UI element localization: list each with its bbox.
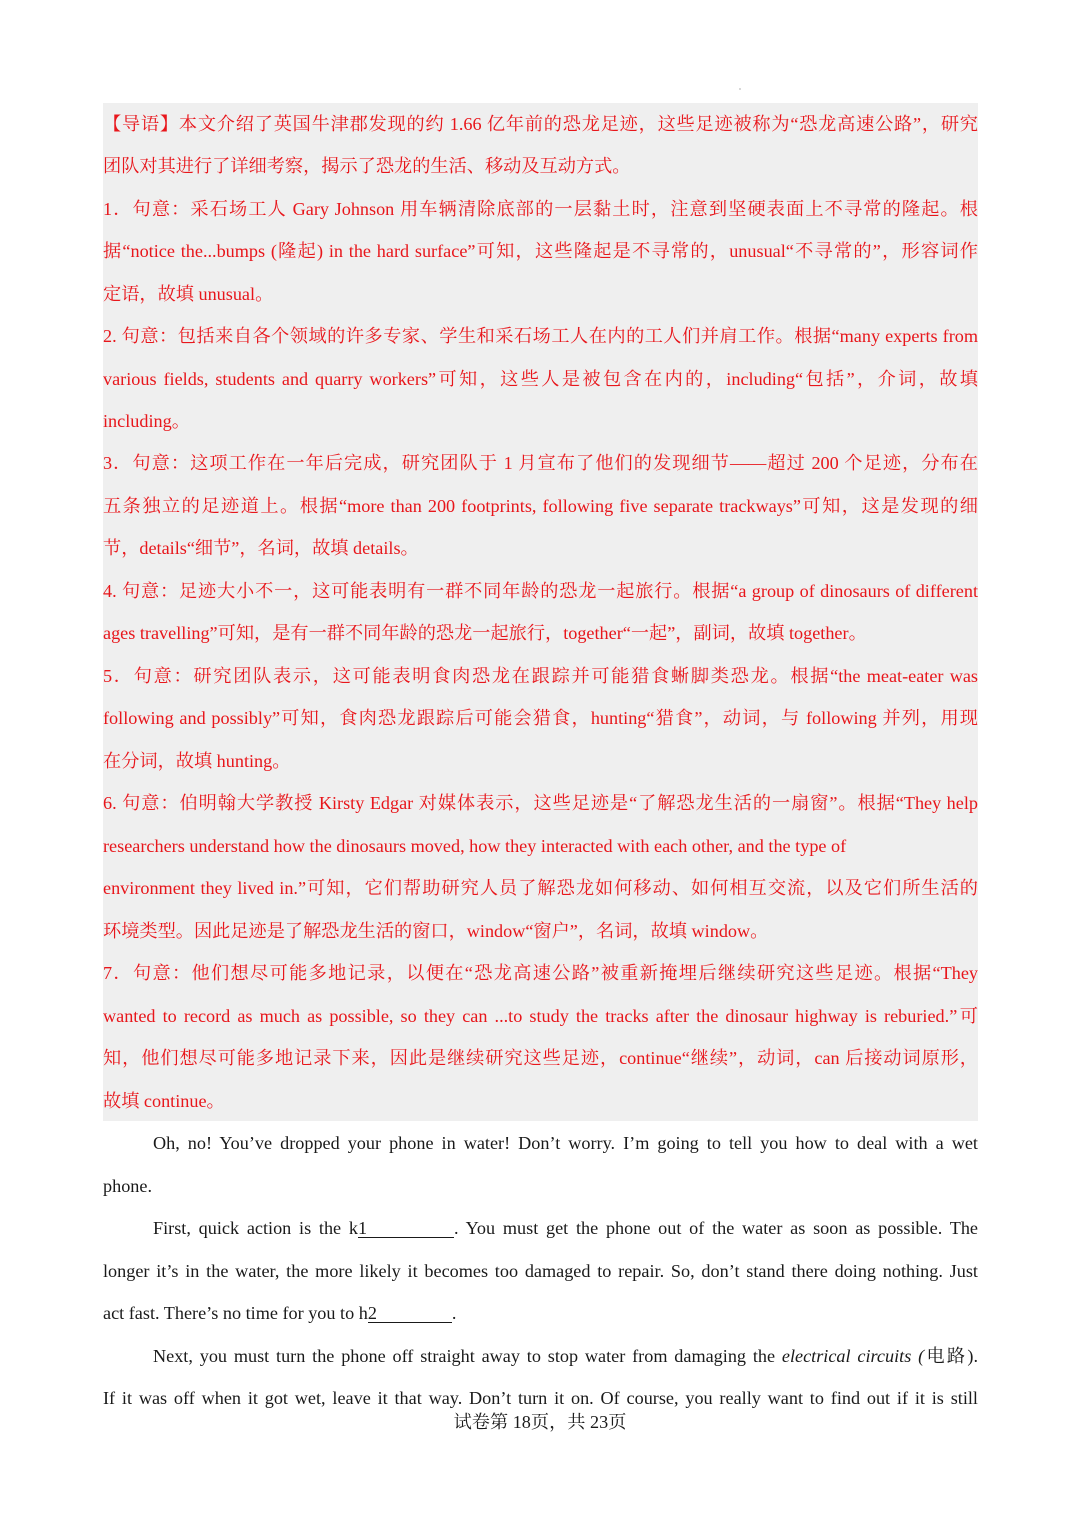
analysis-line: 2. 句意：包括来自各个领域的许多专家、学生和采石场工人在内的工人们并肩工作。根据“many experts from	[103, 326, 978, 346]
passage-text: Next, you must turn the phone off straight away to stop water from damaging the	[153, 1346, 782, 1366]
analysis-line: various fields, students and quarry workers”可知，这些人是被包含在内的，including“包括”，介词，故填	[103, 369, 978, 389]
passage-text: 电路).	[924, 1346, 978, 1366]
analysis-line: 7．句意：他们想尽可能多地记录，以便在“恐龙高速公路”被重新掩埋后继续研究这些足迹。根据“They	[103, 963, 978, 983]
blank-2: 2	[368, 1304, 452, 1323]
passage-line: longer it’s in the water, the more likely it becomes too damaged to repair. So, don’t stand there doing nothing. Just	[103, 1261, 978, 1281]
analysis-line: 3．句意：这项工作在一年后完成，研究团队于 1 月宣布了他们的发现细节——超过 200 个足迹，分布在	[103, 453, 978, 473]
analysis-line: environment they lived in.”可知，它们帮助研究人员了解恐龙如何移动、如何相互交流，以及它们所生活的	[103, 878, 978, 898]
passage-line	[153, 1346, 978, 1366]
passage-text: act fast. There’s no time for you to h	[103, 1303, 368, 1323]
analysis-line: 故填 continue。	[103, 1091, 225, 1111]
analysis-line: 五条独立的足迹道上。根据“more than 200 footprints, following five separate trackways”可知，这是发现的细	[103, 496, 978, 516]
passage-line: If it was off when it got wet, leave it that way. Don’t turn it on. Of course, you really want to find out if it is still	[103, 1388, 978, 1408]
analysis-line: 5．句意：研究团队表示，这可能表明食肉恐龙在跟踪并可能猎食蜥脚类恐龙。根据“the meat-eater was	[103, 666, 978, 686]
analysis-line: 环境类型。因此足迹是了解恐龙生活的窗口，window“窗户”，名词，故填 window。	[103, 921, 769, 941]
analysis-line: 6. 句意：伯明翰大学教授 Kirsty Edgar 对媒体表示，这些足迹是“了解恐龙生活的一扇窗”。根据“They help	[103, 793, 978, 813]
analysis-line: 据“notice the...bumps (隆起) in the hard surface”可知，这些隆起是不寻常的，unusual“不寻常的”，形容词作	[103, 241, 978, 261]
analysis-line: 【导语】本文介绍了英国牛津郡发现的约 1.66 亿年前的恐龙足迹，这些足迹被称为“恐龙高速公路”，研究	[103, 114, 978, 134]
scan-mark	[739, 88, 741, 90]
analysis-line: 定语，故填 unusual。	[103, 284, 274, 304]
analysis-line: 团队对其进行了详细考察，揭示了恐龙的生活、移动及互动方式。	[103, 156, 631, 176]
analysis-line: following and possibly”可知，食肉恐龙跟踪后可能会猎食，hunting“猎食”，动词，与 following 并列，用现	[103, 708, 978, 728]
analysis-line: 知，他们想尽可能多地记录下来，因此是继续研究这些足迹，continue“继续”，动词，can 后接动词原形，	[103, 1048, 978, 1068]
passage-line	[153, 1218, 978, 1238]
analysis-line: 1．句意：采石场工人 Gary Johnson 用车辆清除底部的一层黏土时，注意到坚硬表面上不寻常的隆起。根	[103, 199, 978, 219]
passage-line: Oh, no! You’ve dropped your phone in water! Don’t worry. I’m going to tell you how to deal with a wet	[153, 1133, 978, 1153]
analysis-line: wanted to record as much as possible, so they can ...to study the tracks after the dinosaur highway is reburied.”可	[103, 1006, 978, 1026]
analysis-line: 在分词，故填 hunting。	[103, 751, 291, 771]
passage-text: First, quick action is the k	[153, 1218, 358, 1238]
blank-1: 1	[358, 1219, 454, 1238]
page-footer: 试卷第 18页，共 23页	[453, 1412, 627, 1432]
passage-line	[103, 1303, 978, 1323]
analysis-line: 节，details“细节”，名词，故填 details。	[103, 538, 419, 558]
passage-text: . You must get the phone out of the water as soon as possible. The	[453, 1218, 978, 1238]
analysis-line: ages travelling”可知，是有一群不同年龄的恐龙一起旅行，together“一起”，副词，故填 together。	[103, 623, 867, 643]
passage-italic: electrical circuits (	[781, 1346, 925, 1366]
passage-text: .	[451, 1303, 457, 1323]
passage-line: phone.	[103, 1176, 152, 1196]
analysis-line: researchers understand how the dinosaurs moved, how they interacted with each other, and the type of	[103, 836, 847, 856]
analysis-line: 4. 句意：足迹大小不一，这可能表明有一群不同年龄的恐龙一起旅行。根据“a group of dinosaurs of different	[103, 581, 978, 601]
analysis-line: including。	[103, 411, 190, 431]
